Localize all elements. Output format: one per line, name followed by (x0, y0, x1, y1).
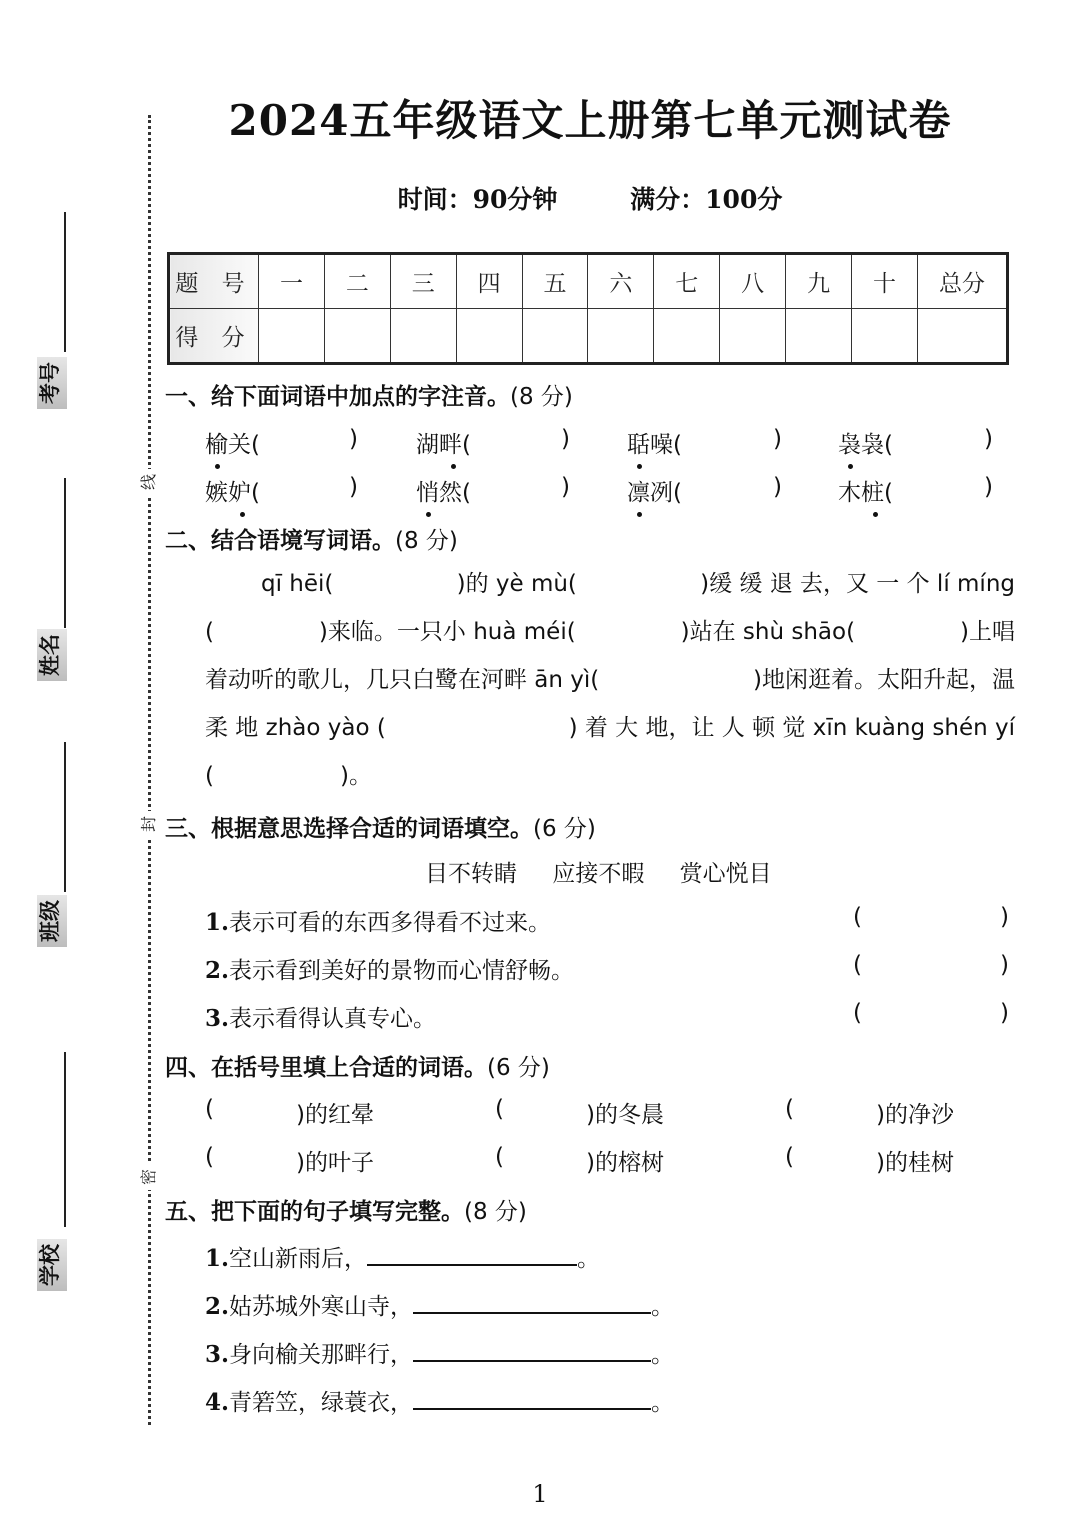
choice-word: 赏心悦目 (679, 861, 772, 887)
score-cell[interactable] (390, 309, 456, 364)
column-header: 总分 (918, 254, 1008, 309)
answer-bracket[interactable]: ( (495, 1144, 504, 1170)
pinyin-item: 嫉妒( (205, 474, 260, 507)
section-5-title: 五、把下面的句子填写完整。(8 分) (165, 1199, 527, 1225)
poem-item: 2.姑苏城外寒山寺， 。 (205, 1288, 674, 1321)
phrase-item: )的榕树 (586, 1150, 664, 1176)
choice-word: 目不转睛 (425, 861, 517, 887)
score-table (167, 252, 1009, 365)
answer-blank[interactable] (413, 1338, 651, 1362)
answer-blank[interactable] (367, 1242, 577, 1266)
cut-line (148, 115, 151, 1425)
answer-bracket[interactable]: ) (984, 426, 993, 452)
section-3-title: 三、根据意思选择合适的词语填空。(6 分) (165, 816, 596, 842)
poem-item: 4.青箬笠，绿蓑衣， 。 (205, 1384, 674, 1417)
answer-bracket[interactable]: ) (773, 426, 782, 452)
answer-bracket[interactable]: ) (984, 474, 993, 500)
answer-bracket-open[interactable]: ( (853, 904, 862, 930)
page-number: 1 (532, 1480, 548, 1508)
answer-bracket-open[interactable]: ( (853, 952, 862, 978)
score-cell[interactable] (588, 309, 654, 364)
name-label: 姓名 (37, 629, 67, 681)
score-row (169, 309, 1008, 364)
passage-line: 着动听的歌儿，几只白鹭在河畔 ān yì( )地闲逛着。太阳升起，温 (205, 667, 1015, 693)
school-label: 学校 (37, 1239, 67, 1291)
column-header: 五 (522, 254, 588, 309)
answer-bracket[interactable]: ) (349, 426, 358, 452)
score-cell[interactable] (324, 309, 390, 364)
school-line[interactable] (64, 1052, 66, 1227)
class-label: 班级 (37, 895, 67, 947)
pinyin-item: 袅袅( (838, 426, 893, 459)
score-cell[interactable] (654, 309, 720, 364)
section-2-title: 二、结合语境写词语。(8 分) (165, 528, 458, 554)
answer-blank[interactable] (413, 1386, 651, 1410)
cut-mark-feng: 封 (136, 811, 162, 837)
phrase-item: )的冬晨 (586, 1102, 664, 1128)
answer-bracket-close[interactable]: ) (1000, 952, 1009, 978)
time-limit: 时间：90分钟 (397, 185, 558, 214)
column-header: 二 (324, 254, 390, 309)
pinyin-item: 悄然( (416, 474, 471, 507)
question-number-row (169, 254, 1008, 309)
section-2-passage (205, 560, 1015, 800)
passage-line: qī hēi( )的 yè mù( )缓 缓 退 去，又 一 个 lí míng (261, 571, 1015, 597)
cut-mark-mi: 密 (136, 1164, 162, 1190)
pinyin-item: 榆关( (205, 426, 260, 459)
answer-bracket[interactable]: ( (205, 1096, 214, 1122)
passage-line: ( )来临。一只小 huà méi( )站在 shù shāo( )上唱 (205, 619, 1015, 645)
exam-info (0, 180, 1080, 216)
answer-bracket[interactable]: ) (561, 474, 570, 500)
row-header: 得 分 (169, 309, 259, 364)
score-cell[interactable] (786, 309, 852, 364)
page-title: 2024五年级语文上册第七单元测试卷 (228, 96, 952, 145)
answer-bracket[interactable]: ( (495, 1096, 504, 1122)
question-item: 3.表示看得认真专心。 (205, 1005, 437, 1032)
column-header: 四 (456, 254, 522, 309)
phrase-item: )的红晕 (296, 1102, 374, 1128)
answer-bracket-close[interactable]: ) (1000, 1000, 1009, 1026)
class-line[interactable] (64, 742, 66, 892)
answer-bracket[interactable]: ) (349, 474, 358, 500)
pinyin-item: 湖畔( (416, 426, 471, 459)
row-header: 题 号 (169, 254, 259, 309)
answer-bracket[interactable]: ( (205, 1144, 214, 1170)
score-cell[interactable] (852, 309, 918, 364)
section-1-title: 一、给下面词语中加点的字注音。(8 分) (165, 384, 573, 410)
column-header: 六 (588, 254, 654, 309)
answer-bracket[interactable]: ) (561, 426, 570, 452)
phrase-item: )的叶子 (296, 1150, 374, 1176)
score-cell[interactable] (259, 309, 325, 364)
answer-bracket-close[interactable]: ) (1000, 904, 1009, 930)
column-header: 三 (390, 254, 456, 309)
passage-line: 柔 地 zhào yào ( ) 着 大 地，让 人 顿 觉 xīn kuàng shén yí (205, 715, 1015, 741)
pinyin-item: 凛冽( (627, 474, 682, 507)
section-4-title: 四、在括号里填上合适的词语。(6 分) (165, 1055, 550, 1081)
passage-line: ( )。 (205, 763, 372, 789)
answer-bracket[interactable]: ( (785, 1144, 794, 1170)
exam-number-line[interactable] (64, 212, 66, 352)
choice-word: 应接不暇 (552, 861, 645, 887)
phrase-item: )的桂树 (876, 1150, 954, 1176)
column-header: 八 (720, 254, 786, 309)
question-item: 2.表示看到美好的景物而心情舒畅。 (205, 957, 575, 984)
answer-bracket[interactable]: ) (773, 474, 782, 500)
question-item: 1.表示可看的东西多得看不过来。 (205, 909, 552, 936)
pinyin-item: 木桩( (838, 474, 893, 507)
column-header: 七 (654, 254, 720, 309)
pinyin-item: 聒噪( (627, 426, 682, 459)
cut-mark-xian: 线 (136, 469, 162, 495)
score-cell[interactable] (522, 309, 588, 364)
phrase-item: )的净沙 (876, 1102, 954, 1128)
name-line[interactable] (64, 478, 66, 628)
answer-bracket[interactable]: ( (785, 1096, 794, 1122)
score-cell[interactable] (456, 309, 522, 364)
score-cell[interactable] (720, 309, 786, 364)
score-cell[interactable] (918, 309, 1008, 364)
answer-bracket-open[interactable]: ( (853, 1000, 862, 1026)
column-header: 十 (852, 254, 918, 309)
column-header: 九 (786, 254, 852, 309)
word-choices (425, 855, 800, 888)
exam-number-label: 考号 (37, 357, 67, 409)
poem-item: 3.身向榆关那畔行， 。 (205, 1336, 674, 1369)
full-score: 满分：100分 (630, 185, 783, 214)
poem-item: 1.空山新雨后， 。 (205, 1240, 600, 1273)
answer-blank[interactable] (413, 1290, 651, 1314)
column-header: 一 (259, 254, 325, 309)
